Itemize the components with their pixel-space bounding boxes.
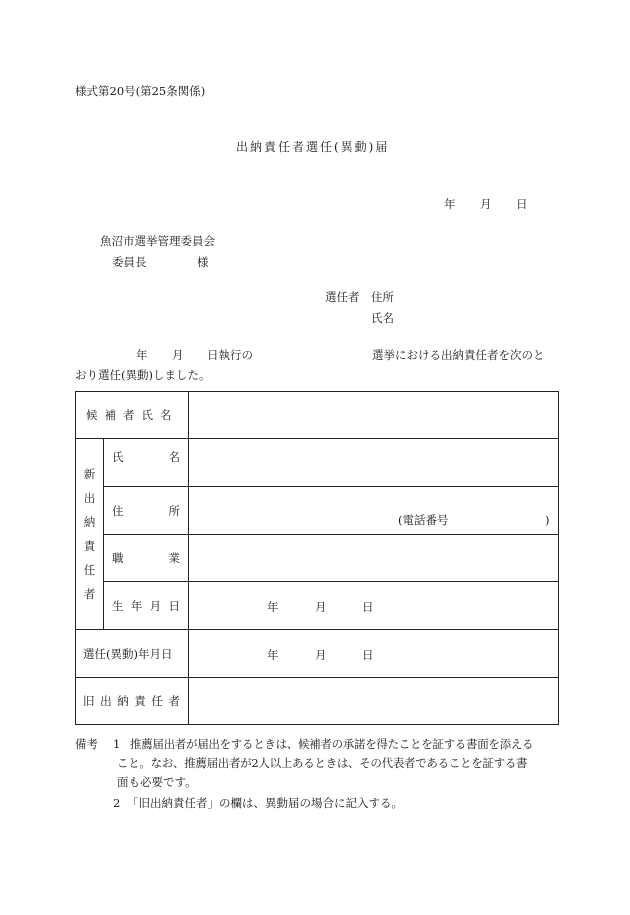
statement-middle: 選挙における出納責任者を次のと [372, 348, 545, 362]
birthdate-label-char: 生 [112, 598, 124, 613]
birthdate-label-char: 月 [149, 598, 162, 613]
new-treasurer-label [76, 439, 104, 630]
statement-year: 年 [136, 348, 148, 362]
page-title: 出納責任者選任(異動)届 [236, 140, 390, 154]
phone-close: ) [545, 513, 550, 527]
occupation-label-char: 職 [112, 551, 124, 565]
occupation-label [104, 535, 189, 582]
appointment-day: 日 [362, 648, 374, 662]
date-day-label: 日 [516, 197, 528, 211]
phone-open: (電話番号 [398, 513, 449, 527]
note-1-line-3: 面も必要です。 [117, 775, 197, 789]
note-1-number: 1 [113, 737, 121, 751]
name-label-char: 氏 [112, 449, 124, 464]
occupation-label-char: 業 [168, 551, 180, 565]
candidate-name-label [76, 392, 189, 439]
name-label-char: 名 [168, 449, 180, 464]
statement-month: 月 [172, 348, 184, 362]
note-1-line-1: 推薦届出者が届出をするときは、候補者の承諾を得たことを証する書面を添える [130, 737, 534, 751]
new-treasurer-char: 任 [83, 563, 96, 577]
new-treasurer-char: 新 [83, 467, 96, 481]
birthdate-field[interactable] [189, 582, 559, 630]
birth-day: 日 [362, 600, 374, 614]
addressee-committee: 魚沼市選挙管理委員会 [100, 234, 215, 248]
row-occupation [76, 535, 559, 582]
appointment-date-text: 選任(異動)年月日 [83, 646, 173, 661]
candidate-name-text: 候補者氏名 [86, 408, 179, 422]
address-label-char: 住 [112, 503, 124, 518]
appointment-date-label [76, 630, 189, 678]
row-address [76, 487, 559, 535]
address-label-char: 所 [168, 503, 180, 518]
statement-day-exec: 日執行の [207, 348, 253, 362]
note-2-number: 2 [113, 796, 121, 810]
former-treasurer-char: 納 [117, 694, 129, 708]
occupation-field[interactable] [189, 535, 559, 582]
addressee-honorific: 様 [197, 255, 209, 269]
former-treasurer-char: 責 [134, 694, 146, 708]
former-treasurer-char: 出 [100, 694, 112, 708]
birthdate-label-char: 日 [168, 598, 180, 613]
new-treasurer-char: 責 [83, 539, 96, 553]
row-new-name [76, 439, 559, 487]
birthdate-label [104, 582, 189, 630]
new-treasurer-char: 出 [83, 491, 96, 505]
candidate-name-field[interactable] [189, 392, 559, 439]
former-treasurer-label [76, 678, 189, 725]
date-year-label: 年 [444, 197, 456, 211]
birthdate-label-char: 年 [130, 598, 143, 613]
appointment-month: 月 [315, 648, 327, 662]
appointment-date-field[interactable] [189, 630, 559, 678]
name-label [104, 439, 189, 487]
notes-label: 備考 [75, 737, 98, 751]
former-treasurer-char: 旧 [83, 694, 95, 708]
name-field[interactable] [189, 439, 559, 487]
former-treasurer-char: 者 [168, 694, 180, 708]
statement-line2: おり選任(異動)しました。 [75, 368, 211, 382]
appointer-address-label: 住所 [371, 290, 394, 304]
date-month-label: 月 [480, 197, 492, 211]
birth-month: 月 [315, 600, 327, 614]
addressee-chair: 委員長 [112, 255, 147, 269]
row-birthdate [76, 582, 559, 630]
row-candidate-name [76, 392, 559, 439]
former-treasurer-char: 任 [151, 694, 163, 708]
treasurer-form-table [75, 391, 559, 725]
row-former-treasurer [76, 678, 559, 725]
appointer-label: 選任者 [325, 290, 360, 304]
new-treasurer-char: 納 [83, 515, 96, 529]
note-1-line-2: こと。なお、推薦届出者が2人以上あるときは、その代表者であることを証する書 [117, 756, 528, 770]
row-appointment-date [76, 630, 559, 678]
appointment-year: 年 [267, 648, 279, 662]
address-label [104, 487, 189, 535]
note-2-line-1: 「旧出納責任者」の欄は、異動届の場合に記入する。 [127, 796, 403, 810]
former-treasurer-field[interactable] [189, 678, 559, 725]
address-field[interactable] [189, 487, 559, 535]
birth-year: 年 [267, 600, 279, 614]
form-number: 様式第20号(第25条関係) [75, 84, 206, 98]
appointer-name-label: 氏名 [371, 311, 394, 325]
new-treasurer-char: 者 [83, 587, 96, 601]
